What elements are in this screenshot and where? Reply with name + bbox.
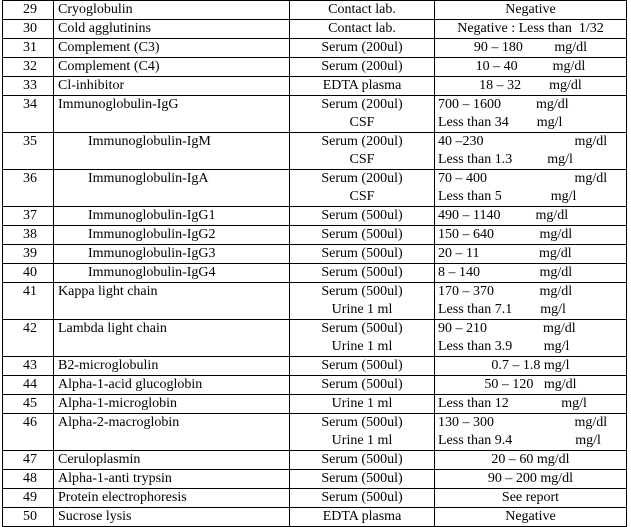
test-name-cell bbox=[54, 451, 290, 470]
reference-range-cell bbox=[435, 1, 627, 20]
specimen-cell bbox=[290, 508, 435, 527]
specimen-cell bbox=[290, 170, 435, 207]
specimen-text: Serum (500ul) bbox=[321, 208, 403, 223]
test-name-cell bbox=[54, 489, 290, 508]
reference-range-text: 90 – 210 mg/dl bbox=[438, 321, 576, 336]
test-name: Immunoglobulin-IgG4 bbox=[88, 265, 216, 280]
table-row bbox=[3, 226, 627, 245]
test-name: Cryoglobulin bbox=[58, 2, 133, 17]
reference-range-text: 8 – 140 mg/dl bbox=[438, 265, 573, 280]
specimen-text: Urine 1 ml bbox=[331, 396, 393, 411]
test-name-cell bbox=[54, 508, 290, 527]
specimen-text: Serum (500ul) bbox=[321, 265, 403, 280]
specimen-text: Serum (500ul) bbox=[321, 377, 403, 392]
specimen-text: Serum (500ul) bbox=[321, 358, 403, 373]
specimen-text: Serum (500ul) bbox=[321, 471, 403, 486]
row-number: 46 bbox=[3, 414, 54, 451]
reference-range-cell bbox=[435, 395, 627, 414]
reference-range-text: See report bbox=[501, 490, 560, 505]
reference-range-cell bbox=[435, 245, 627, 264]
specimen-cell bbox=[290, 414, 435, 451]
specimen-text: Urine 1 ml bbox=[331, 339, 393, 354]
specimen-text: CSF bbox=[349, 189, 375, 204]
test-name: Lambda light chain bbox=[58, 321, 167, 336]
reference-range-cell bbox=[435, 58, 627, 77]
test-name-cell bbox=[54, 357, 290, 376]
table-row bbox=[3, 489, 627, 508]
row-number: 32 bbox=[3, 58, 54, 77]
specimen-text: CSF bbox=[349, 115, 375, 130]
reference-range-cell bbox=[435, 508, 627, 527]
specimen-text: Serum (500ul) bbox=[321, 284, 403, 299]
reference-range-text: Negative bbox=[505, 2, 556, 17]
row-number: 33 bbox=[3, 77, 54, 96]
test-name-cell bbox=[54, 1, 290, 20]
specimen-text: EDTA plasma bbox=[322, 78, 402, 93]
reference-range-text: Less than 1.3 mg/l bbox=[438, 152, 573, 167]
reference-range-cell bbox=[435, 20, 627, 39]
test-name: Ceruloplasmin bbox=[58, 452, 141, 467]
row-number: 34 bbox=[3, 96, 54, 133]
test-name-cell bbox=[54, 39, 290, 58]
reference-range-text: 10 – 40 mg/dl bbox=[475, 59, 586, 74]
specimen-cell bbox=[290, 320, 435, 357]
table-row bbox=[3, 395, 627, 414]
specimen-cell bbox=[290, 245, 435, 264]
reference-range-cell bbox=[435, 39, 627, 58]
table-row bbox=[3, 451, 627, 470]
specimen-cell bbox=[290, 395, 435, 414]
test-name: Alpha-2-macroglobin bbox=[58, 415, 180, 430]
reference-range-cell bbox=[435, 226, 627, 245]
reference-range-text: 20 – 11 mg/dl bbox=[438, 246, 572, 261]
row-number: 31 bbox=[3, 39, 54, 58]
reference-range-text: 20 – 60 mg/dl bbox=[491, 452, 570, 467]
test-name-cell bbox=[54, 414, 290, 451]
specimen-text: CSF bbox=[349, 152, 375, 167]
table-row bbox=[3, 58, 627, 77]
table-row bbox=[3, 508, 627, 527]
reference-range-text: 70 – 400 mg/dl bbox=[438, 171, 608, 186]
specimen-cell bbox=[290, 20, 435, 39]
specimen-text: Serum (500ul) bbox=[321, 246, 403, 261]
test-name: Alpha-1-microglobin bbox=[58, 396, 177, 411]
test-name: Kappa light chain bbox=[58, 284, 158, 299]
table-row bbox=[3, 207, 627, 226]
reference-range-text: 50 – 120 mg/dl bbox=[484, 377, 577, 392]
specimen-text: Contact lab. bbox=[328, 21, 396, 36]
specimen-text: Serum (500ul) bbox=[321, 321, 403, 336]
row-number: 30 bbox=[3, 20, 54, 39]
reference-range-text: Negative bbox=[505, 509, 556, 524]
test-name-cell bbox=[54, 77, 290, 96]
specimen-cell bbox=[290, 264, 435, 283]
table-row bbox=[3, 414, 627, 451]
test-name: Protein electrophoresis bbox=[58, 490, 187, 505]
lab-tests-table-body bbox=[3, 1, 627, 527]
test-name-cell bbox=[54, 226, 290, 245]
test-name: Immunoglobulin-IgG3 bbox=[88, 246, 216, 261]
test-name-cell bbox=[54, 170, 290, 207]
reference-range-text: 490 – 1140 mg/dl bbox=[438, 208, 569, 223]
specimen-cell bbox=[290, 470, 435, 489]
test-name-cell bbox=[54, 283, 290, 320]
test-name: Immunoglobulin-IgM bbox=[88, 134, 211, 149]
test-name: Alpha-1-acid glucoglobin bbox=[58, 377, 203, 392]
test-name: Cl-inhibitor bbox=[58, 78, 125, 93]
row-number: 41 bbox=[3, 283, 54, 320]
table-row bbox=[3, 376, 627, 395]
specimen-cell bbox=[290, 283, 435, 320]
reference-range-text: Less than 34 mg/l bbox=[438, 115, 563, 130]
reference-range-text: Less than 3.9 mg/l bbox=[438, 339, 570, 354]
specimen-cell bbox=[290, 77, 435, 96]
reference-range-cell bbox=[435, 283, 627, 320]
specimen-text: Serum (200ul) bbox=[321, 59, 403, 74]
test-name: Complement (C3) bbox=[58, 40, 160, 55]
reference-range-cell bbox=[435, 133, 627, 170]
specimen-text: Urine 1 ml bbox=[331, 433, 393, 448]
row-number: 47 bbox=[3, 451, 54, 470]
row-number: 40 bbox=[3, 264, 54, 283]
table-row bbox=[3, 470, 627, 489]
specimen-cell bbox=[290, 376, 435, 395]
specimen-text: EDTA plasma bbox=[322, 509, 402, 524]
reference-range-cell bbox=[435, 264, 627, 283]
test-name-cell bbox=[54, 264, 290, 283]
test-name: B2-microglobulin bbox=[58, 358, 159, 373]
reference-range-cell bbox=[435, 96, 627, 133]
specimen-text: Serum (500ul) bbox=[321, 227, 403, 242]
row-number: 43 bbox=[3, 357, 54, 376]
test-name: Immunoglobulin-IgG1 bbox=[88, 208, 216, 223]
test-name: Alpha-1-anti trypsin bbox=[58, 471, 172, 486]
reference-range-text: 90 – 200 mg/dl bbox=[487, 471, 574, 486]
specimen-cell bbox=[290, 451, 435, 470]
row-number: 39 bbox=[3, 245, 54, 264]
test-name: Complement (C4) bbox=[58, 59, 160, 74]
test-name-cell bbox=[54, 207, 290, 226]
row-number: 49 bbox=[3, 489, 54, 508]
test-name: Immunoglobulin-IgG2 bbox=[88, 227, 216, 242]
test-name-cell bbox=[54, 245, 290, 264]
specimen-text: Serum (200ul) bbox=[321, 97, 403, 112]
reference-range-text: Less than 12 mg/l bbox=[438, 396, 587, 411]
table-row bbox=[3, 1, 627, 20]
test-name: Sucrose lysis bbox=[58, 509, 132, 524]
table-row bbox=[3, 320, 627, 357]
specimen-cell bbox=[290, 96, 435, 133]
test-name-cell bbox=[54, 395, 290, 414]
table-row bbox=[3, 96, 627, 133]
test-name-cell bbox=[54, 133, 290, 170]
reference-range-cell bbox=[435, 414, 627, 451]
specimen-cell bbox=[290, 226, 435, 245]
reference-range-cell bbox=[435, 77, 627, 96]
row-number: 42 bbox=[3, 320, 54, 357]
reference-range-cell bbox=[435, 357, 627, 376]
reference-range-text: 0.7 – 1.8 mg/l bbox=[491, 358, 570, 373]
reference-range-cell bbox=[435, 470, 627, 489]
specimen-text: Serum (200ul) bbox=[321, 134, 403, 149]
test-name-cell bbox=[54, 58, 290, 77]
specimen-text: Serum (500ul) bbox=[321, 452, 403, 467]
row-number: 44 bbox=[3, 376, 54, 395]
specimen-cell bbox=[290, 39, 435, 58]
table-row bbox=[3, 170, 627, 207]
row-number: 29 bbox=[3, 1, 54, 20]
reference-range-cell bbox=[435, 489, 627, 508]
reference-range-text: Less than 9.4 mg/l bbox=[438, 433, 601, 448]
reference-range-text: 90 – 180 mg/dl bbox=[473, 40, 588, 55]
row-number: 35 bbox=[3, 133, 54, 170]
specimen-cell bbox=[290, 357, 435, 376]
lab-tests-table bbox=[2, 0, 627, 527]
reference-range-text: 170 – 370 mg/dl bbox=[438, 284, 573, 299]
test-name-cell bbox=[54, 96, 290, 133]
row-number: 37 bbox=[3, 207, 54, 226]
table-row bbox=[3, 264, 627, 283]
test-name-cell bbox=[54, 376, 290, 395]
reference-range-text: 700 – 1600 mg/dl bbox=[438, 97, 569, 112]
reference-range-cell bbox=[435, 170, 627, 207]
reference-range-text: 18 – 32 mg/dl bbox=[479, 78, 582, 93]
reference-range-text: Less than 7.1 mg/l bbox=[438, 302, 566, 317]
row-number: 45 bbox=[3, 395, 54, 414]
test-name-cell bbox=[54, 320, 290, 357]
reference-range-text: 40 –230 mg/dl bbox=[438, 134, 608, 149]
specimen-text: Serum (200ul) bbox=[321, 40, 403, 55]
row-number: 50 bbox=[3, 508, 54, 527]
specimen-cell bbox=[290, 58, 435, 77]
table-row bbox=[3, 77, 627, 96]
specimen-cell bbox=[290, 133, 435, 170]
test-name: Cold agglutinins bbox=[58, 21, 151, 36]
row-number: 48 bbox=[3, 470, 54, 489]
table-row bbox=[3, 357, 627, 376]
reference-range-text: 150 – 640 mg/dl bbox=[438, 227, 573, 242]
specimen-text: Serum (200ul) bbox=[321, 171, 403, 186]
specimen-text: Contact lab. bbox=[328, 2, 396, 17]
specimen-cell bbox=[290, 207, 435, 226]
row-number: 36 bbox=[3, 170, 54, 207]
test-name: Immunoglobulin-IgG bbox=[58, 97, 179, 112]
test-name-cell bbox=[54, 470, 290, 489]
specimen-cell bbox=[290, 489, 435, 508]
table-row bbox=[3, 39, 627, 58]
reference-range-text: Less than 5 mg/l bbox=[438, 189, 577, 204]
reference-range-cell bbox=[435, 320, 627, 357]
test-name-cell bbox=[54, 20, 290, 39]
reference-range-text: 130 – 300 mg/dl bbox=[438, 415, 608, 430]
table-row bbox=[3, 20, 627, 39]
reference-range-cell bbox=[435, 451, 627, 470]
specimen-text: Serum (500ul) bbox=[321, 415, 403, 430]
specimen-text: Serum (500ul) bbox=[321, 490, 403, 505]
reference-range-cell bbox=[435, 207, 627, 226]
table-row bbox=[3, 283, 627, 320]
table-row bbox=[3, 245, 627, 264]
test-name: Immunoglobulin-IgA bbox=[88, 171, 209, 186]
specimen-cell bbox=[290, 1, 435, 20]
reference-range-text: Negative : Less than 1/32 bbox=[457, 21, 604, 36]
table-row bbox=[3, 133, 627, 170]
reference-range-cell bbox=[435, 376, 627, 395]
row-number: 38 bbox=[3, 226, 54, 245]
specimen-text: Urine 1 ml bbox=[331, 302, 393, 317]
